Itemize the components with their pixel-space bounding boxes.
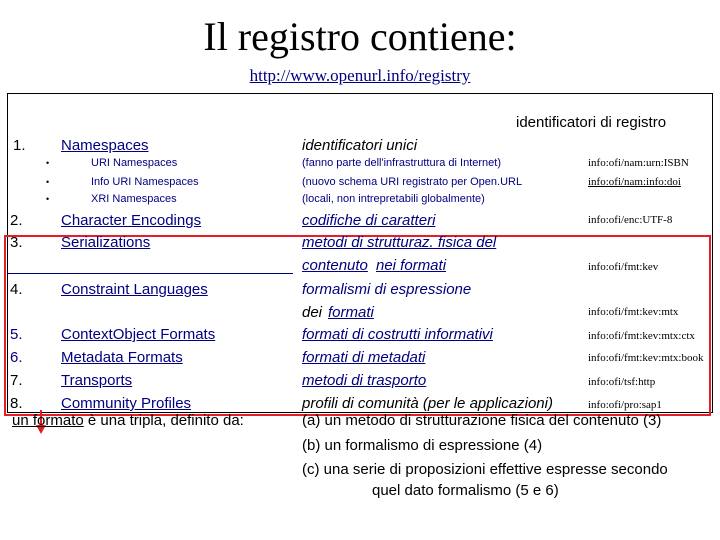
format-part-b: (b) un formalismo di espressione (4): [302, 437, 543, 454]
term-constraint-languages: Constraint Languages: [61, 281, 208, 298]
term-transports: Transports: [61, 372, 133, 389]
desc-character-encodings: codifiche di caratteri: [302, 212, 436, 229]
term-info-uri-namespaces: Info URI Namespaces: [91, 176, 199, 188]
desc-serializations-formati: nei formati: [376, 257, 447, 274]
term-community-profiles: Community Profiles: [61, 395, 192, 412]
row-divider: [8, 273, 293, 274]
row-number: 3.: [10, 234, 23, 251]
term-character-encodings: Character Encodings: [61, 212, 202, 229]
desc-transports: metodi di trasporto: [302, 372, 427, 389]
code-character-encodings: info:ofi/enc:UTF-8: [588, 214, 673, 226]
row-number: 2.: [10, 212, 23, 229]
bullet-icon: •: [46, 177, 50, 187]
row-number: 6.: [10, 349, 23, 366]
desc-uri-namespaces: (fanno parte dell'infrastruttura di Internet): [302, 157, 501, 169]
bullet-icon: •: [46, 194, 50, 204]
code-info-uri-namespaces[interactable]: info:ofi/nam:info:doi: [588, 176, 681, 188]
format-term: un formato: [12, 412, 84, 429]
bullet-icon: •: [46, 158, 50, 168]
row-number: 4.: [10, 281, 23, 298]
code-constraint-languages: info:ofi/fmt:kev:mtx: [588, 306, 679, 318]
desc-info-uri-namespaces: (nuovo schema URI registrato per Open.URL: [302, 176, 523, 188]
term-xri-namespaces: XRI Namespaces: [91, 193, 177, 205]
desc-serializations-contenuto: contenuto: [302, 257, 368, 274]
term-serializations: Serializations: [61, 234, 151, 251]
desc-serializations-line1: metodi di strutturaz. fisica del: [302, 234, 497, 251]
term-metadata-formats: Metadata Formats: [61, 349, 183, 366]
code-metadata-formats: info:ofi/fmt:kev:mtx:book: [588, 352, 704, 364]
desc-community-profiles: profili di comunità (per le applicazioni): [302, 395, 553, 412]
row-number: 8.: [10, 395, 23, 412]
slide-title: Il registro contiene:: [203, 14, 517, 59]
term-uri-namespaces: URI Namespaces: [91, 157, 178, 169]
desc-namespaces: identificatori unici: [302, 137, 418, 154]
format-definition: [12, 412, 244, 429]
format-part-c-line2: quel dato formalismo (5 e 6): [372, 482, 559, 499]
desc-contextobject-formats: formati di costrutti informativi: [302, 326, 493, 343]
format-definition-text: è una tripla, definito da:: [83, 412, 244, 429]
format-part-c-line1: (c) una serie di proposizioni effettive espresse secondo: [302, 461, 668, 478]
row-number: 1.: [13, 137, 26, 154]
desc-metadata-formats: formati di metadati: [302, 349, 426, 366]
desc-constraint-languages-dei: dei: [302, 304, 323, 321]
row-number: 7.: [10, 372, 23, 389]
desc-xri-namespaces: (locali, non intrepretabili globalmente): [302, 193, 485, 205]
registry-link[interactable]: http://www.openurl.info/registry: [249, 66, 471, 85]
format-part-a: (a) un metodo di strutturazione fisica del contenuto (3): [302, 412, 662, 429]
row-number: 5.: [10, 326, 23, 343]
code-serializations: info:ofi/fmt:kev: [588, 261, 659, 273]
desc-constraint-languages-line1: formalismi di espressione: [302, 281, 472, 298]
column-heading: identificatori di registro: [516, 114, 667, 131]
code-community-profiles: info:ofi/pro:sap1: [588, 399, 662, 411]
term-namespaces: Namespaces: [61, 137, 149, 154]
code-uri-namespaces: info:ofi/nam:urn:ISBN: [588, 157, 689, 169]
term-contextobject-formats: ContextObject Formats: [61, 326, 216, 343]
code-contextobject-formats: info:ofi/fmt:kev:mtx:ctx: [588, 330, 695, 342]
code-transports: info:ofi/tsf:http: [588, 376, 656, 388]
desc-constraint-languages-formati: formati: [328, 304, 374, 321]
